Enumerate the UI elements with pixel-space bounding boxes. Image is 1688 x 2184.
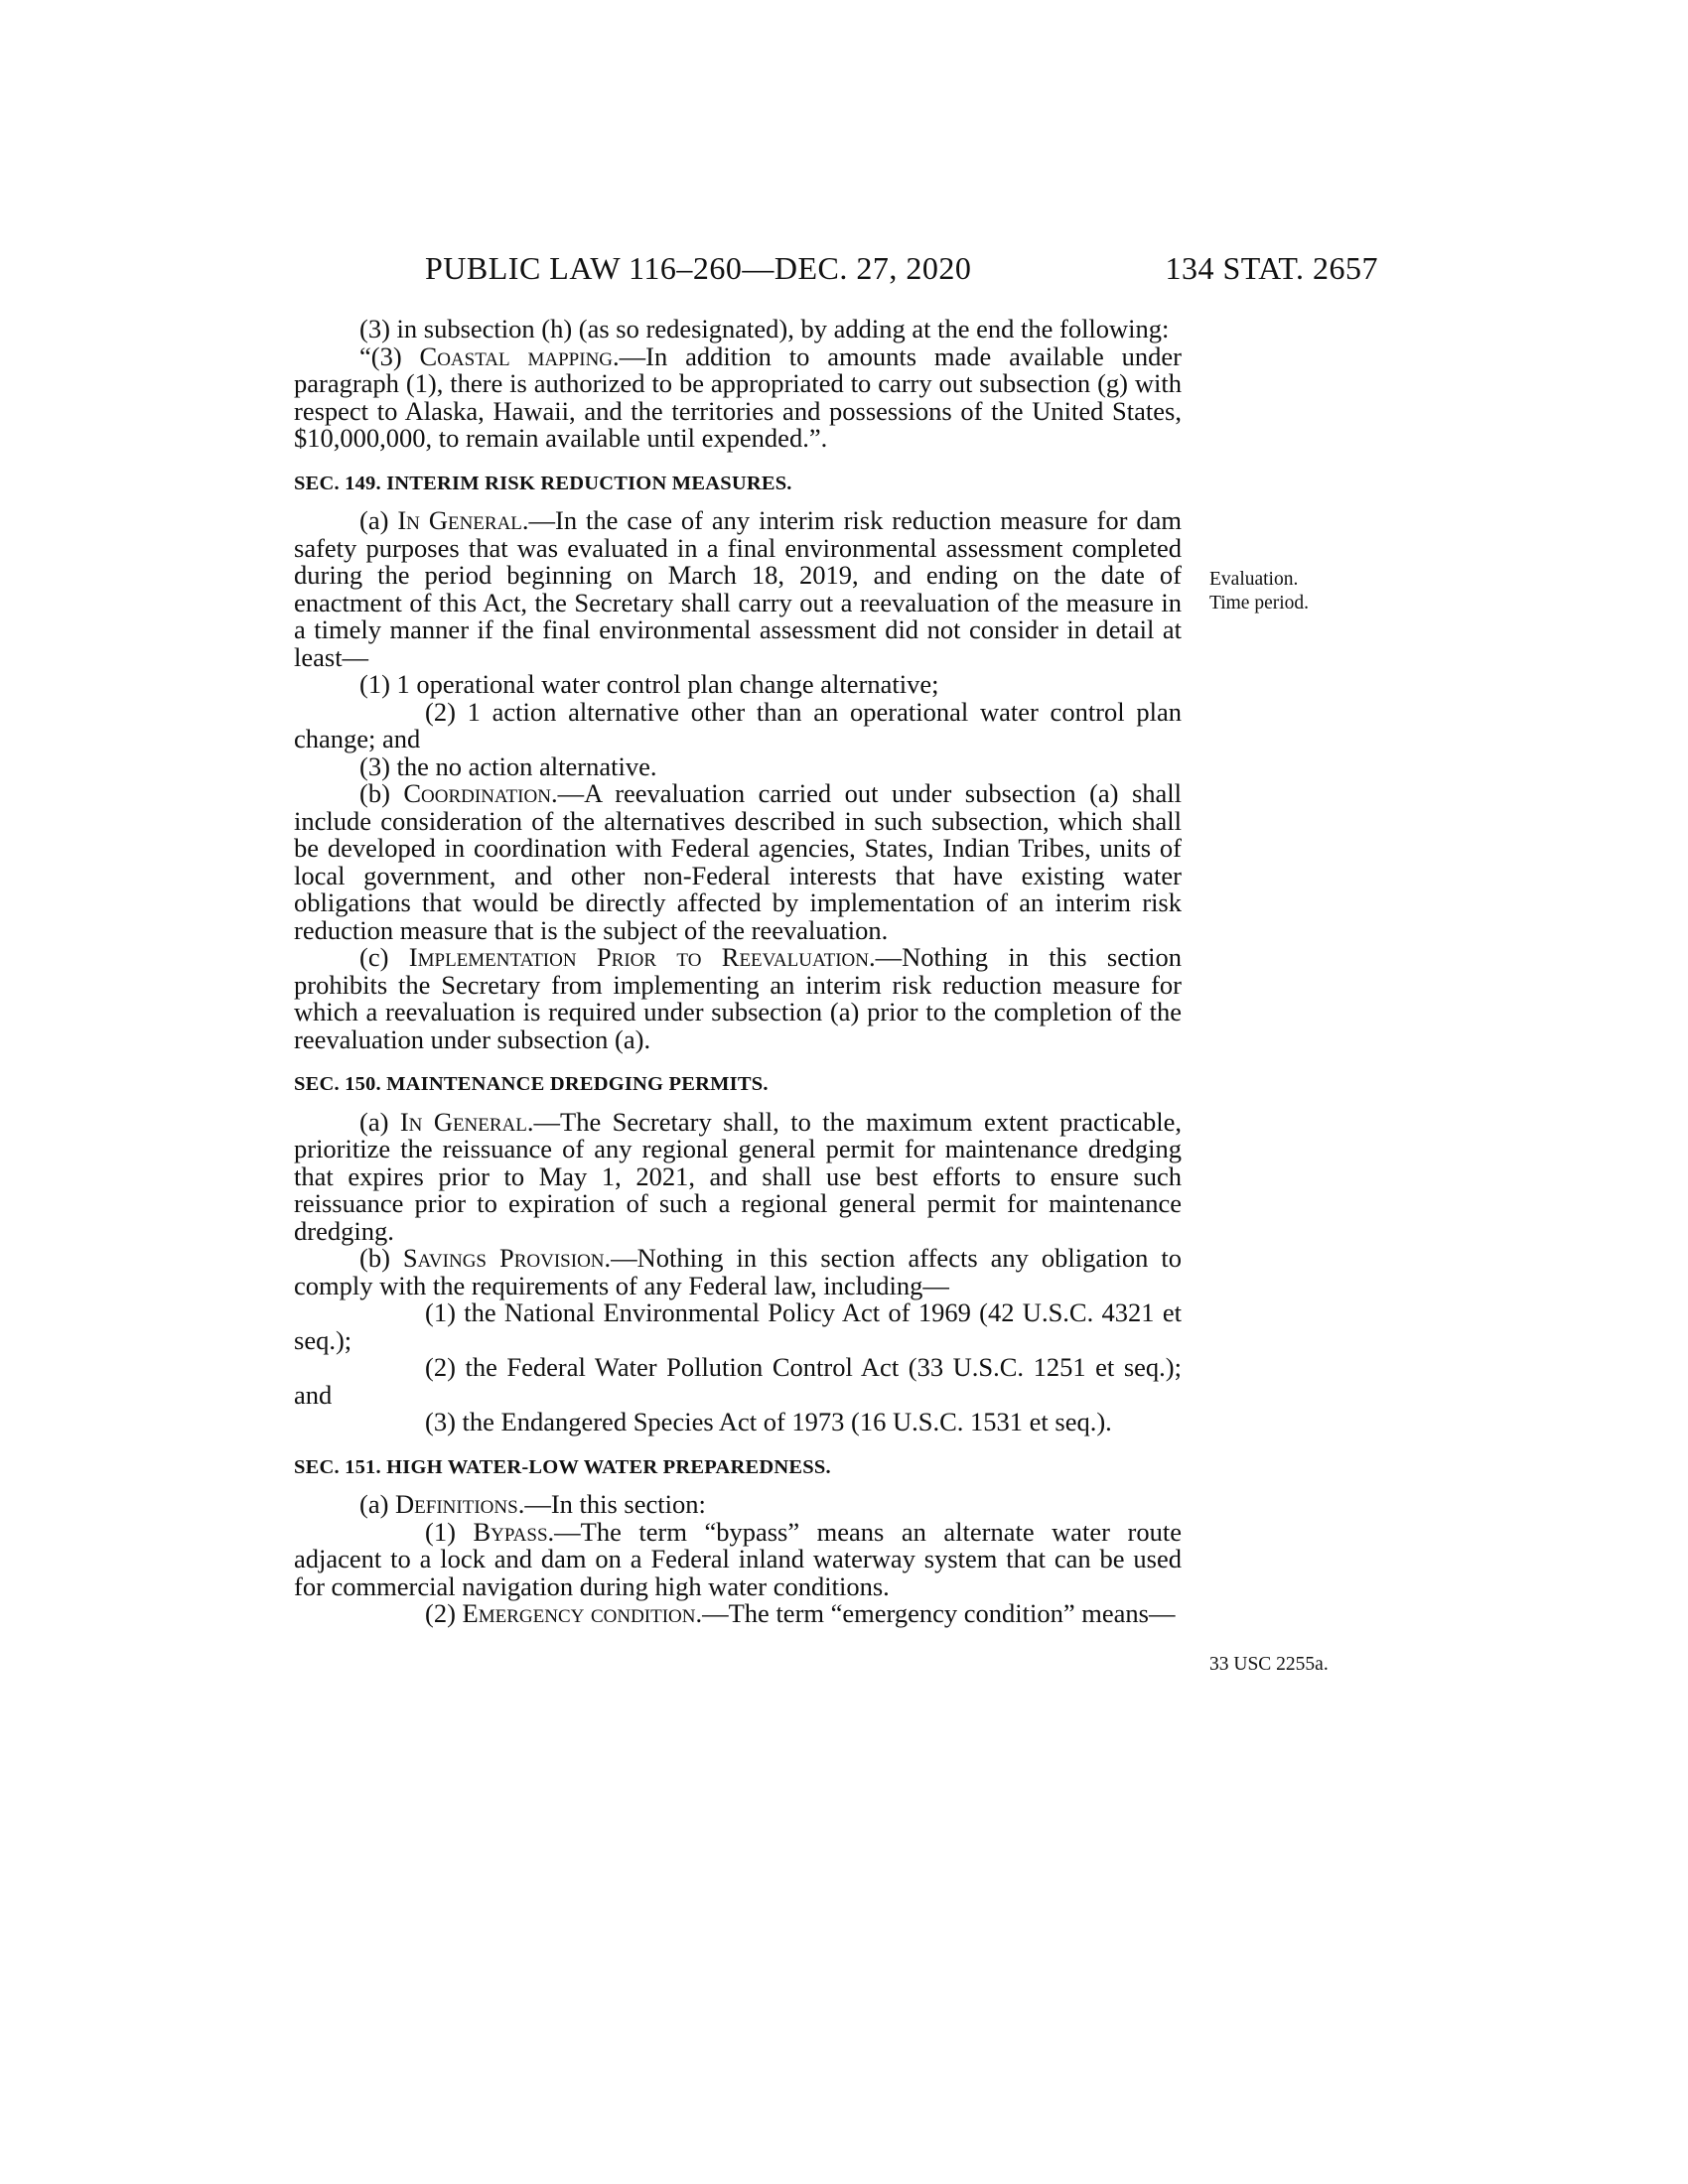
section-150-b-2: (2) the Federal Water Pollution Control Act (33 U.S.C. 1251 et seq.); and: [294, 1352, 1182, 1410]
section-149-heading: SEC. 149. INTERIM RISK REDUCTION MEASURES.: [294, 472, 792, 494]
section-150-a: (a) In General.—The Secretary shall, to the maximum extent practicable, prioritize the reissuance of any regional general permit for maintenance dredging that expires prior to May 1, 2021, and shall use best efforts to ensure such reissuance prior to expiration of such a regional general permit for maintenance dredging.: [294, 1106, 1182, 1246]
section-151-a: (a) Definitions.—In this section:: [359, 1489, 706, 1519]
section-150-b-1: (1) the National Environmental Policy Act of 1969 (42 U.S.C. 4321 et seq.);: [294, 1297, 1182, 1355]
section-149-a-3: (3) the no action alternative.: [359, 751, 657, 781]
section-149-b: (b) Coordination.—A reevaluation carried out under subsection (a) shall include consideration of the alternatives described in such subsection, which shall be developed in coordination with Federal agencies, States, Indian Tribes, units of local government, and other non-Federal interests that have existing water obligations that would be directly affected by implementation of an interim risk reduction measure that is the subject of the reevaluation.: [294, 778, 1183, 945]
paragraph-amendment-3: (3) in subsection (h) (as so redesignated), by adding at the end the following:: [359, 314, 1170, 343]
page-header: [425, 250, 1378, 287]
header-title: PUBLIC LAW 116–260—DEC. 27, 2020: [425, 250, 972, 286]
section-151-a-2: (2) Emergency condition.—The term “emergency condition” means—: [425, 1598, 1176, 1628]
section-149-a-2: (2) 1 action alternative other than an operational water control plan change; and: [294, 696, 1182, 753]
margin-note-time-period-line: Time period.: [1209, 593, 1310, 614]
section-149-a: (a) In General.—In the case of any interim risk reduction measure for dam safety purposes that was evaluated in a final environmental assessment completed during the period beginning on March 18, 2019, and ending on the date of enactment of this Act, the Secretary shall carry out a reevaluation of the measure in a timely manner if the final environmental assessment did not consider in detail at least—: [294, 505, 1182, 672]
margin-note-usc-citation: 33 USC 2255a.: [1209, 1654, 1329, 1675]
section-150-heading: SEC. 150. MAINTENANCE DREDGING PERMITS.: [294, 1073, 769, 1095]
margin-note-evaluation-line: Evaluation.: [1209, 569, 1299, 590]
section-149-c: (c) Implementation Prior to Reevaluation.—Nothing in this section prohibits the Secretary from implementing an interim risk reduction measure for which a reevaluation is required under subsection (a) prior to the completion of the reevaluation under subsection (a).: [294, 942, 1182, 1054]
document-body: [294, 316, 1182, 1628]
statute-page-number: 134 STAT. 2657: [1165, 250, 1378, 286]
section-151-a-1: (1) Bypass.—The term “bypass” means an alternate water route adjacent to a lock and dam on a Federal inland waterway system that can be used for commercial navigation during high water conditions.: [294, 1516, 1182, 1601]
paragraph-coastal-mapping: “(3) Coastal mapping.—In addition to amounts made available under paragraph (1), there is authorized to be appropriated to carry out subsection (g) with respect to Alaska, Hawaii, and the territories and possessions of the United States, $10,000,000, to remain available until expended.”.: [294, 341, 1182, 453]
section-149-a-1: (1) 1 operational water control plan change alternative;: [359, 669, 939, 699]
margin-note-evaluation: [1209, 568, 1309, 615]
section-151-heading: SEC. 151. HIGH WATER-LOW WATER PREPAREDNESS.: [294, 1455, 831, 1478]
section-150-b-3: (3) the Endangered Species Act of 1973 (16 U.S.C. 1531 et seq.).: [425, 1407, 1112, 1436]
section-150-b: (b) Savings Provision.—Nothing in this section affects any obligation to comply with the requirements of any Federal law, including—: [294, 1243, 1182, 1300]
